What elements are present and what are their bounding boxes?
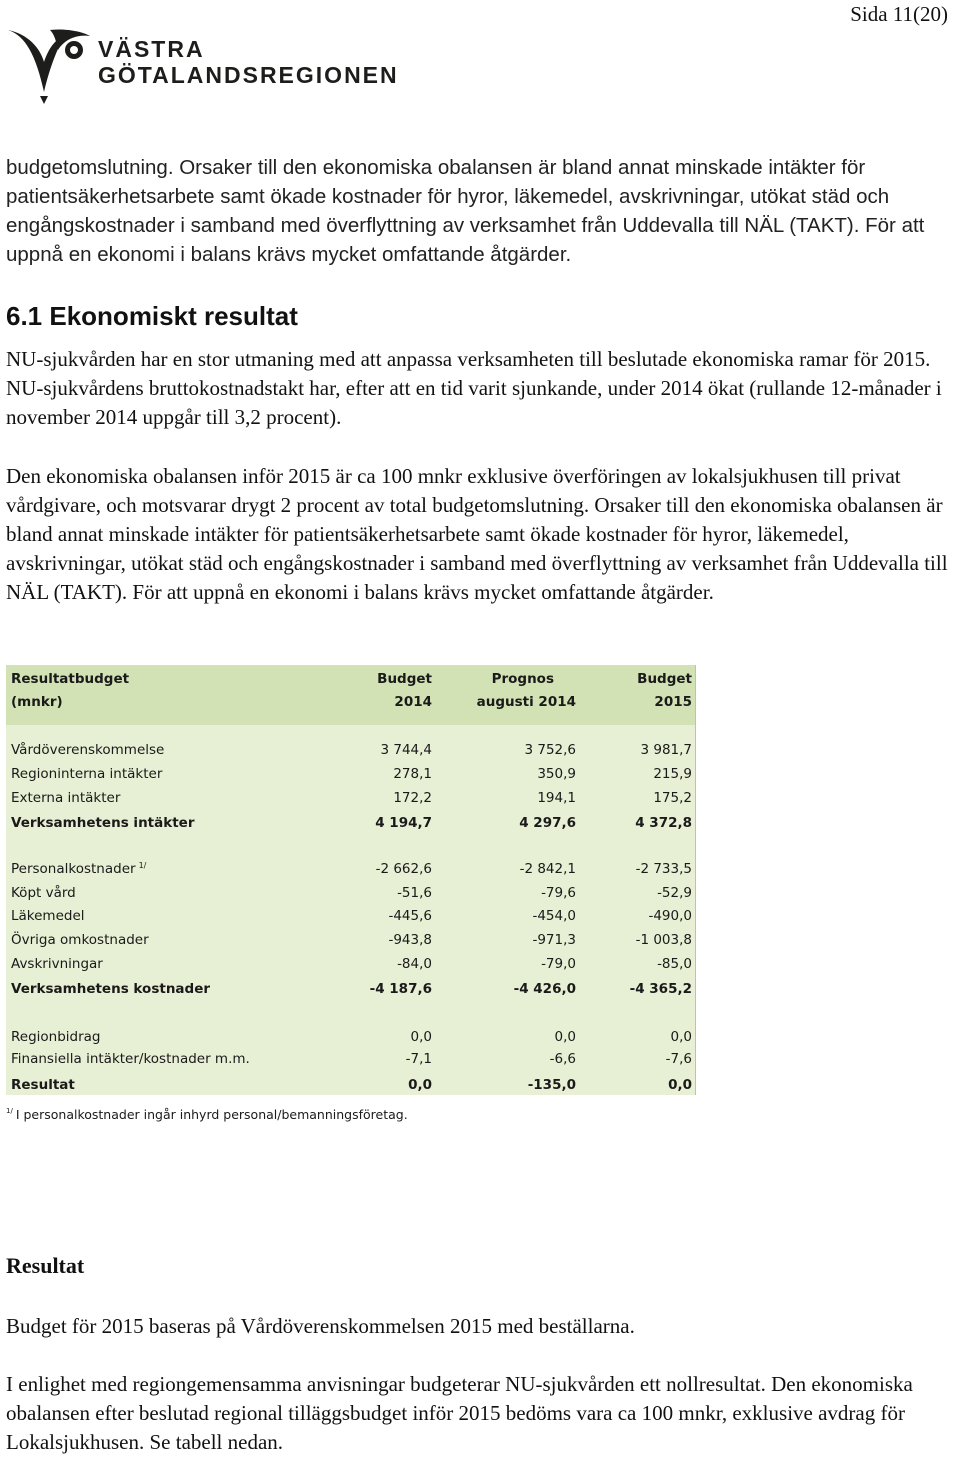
table-cell: -7,6 bbox=[665, 1051, 692, 1067]
table-cell: 215,9 bbox=[653, 766, 692, 782]
table-cell: -85,0 bbox=[657, 956, 692, 972]
page-number: Sida 11(20) bbox=[850, 2, 948, 26]
footnote-text: I personalkostnader ingår inhyrd personal/bemanningsföretag. bbox=[15, 1107, 408, 1122]
table-cell: 0,0 bbox=[668, 1077, 692, 1093]
table-cell: 0,0 bbox=[670, 1029, 692, 1045]
table-cell: 278,1 bbox=[393, 766, 432, 782]
result-budget-table bbox=[6, 665, 696, 1095]
table-cell: -79,0 bbox=[541, 956, 576, 972]
col-header-budget-2014: Budget bbox=[377, 671, 432, 687]
paragraph-zero-result: I enlighet med regiongemensamma anvisningar budgeterar NU-sjukvården ett nollresultat. Den ekonomiska obalansen efter beslutad regional tilläggsbudget inför 2015 bedöms vara ca 100 mnkr, exklusive avdrag för Lokalsjukhusen. Se tabell nedan. bbox=[6, 1372, 913, 1454]
table-row-label: Resultat bbox=[11, 1077, 75, 1093]
table-cell: 0,0 bbox=[408, 1077, 432, 1093]
table-footnote bbox=[6, 1107, 408, 1122]
table-row-label: Köpt vård bbox=[11, 885, 76, 901]
table-cell: 4 297,6 bbox=[519, 815, 576, 831]
table-cell: -2 733,5 bbox=[635, 861, 692, 877]
paragraph-budget-basis: Budget för 2015 baseras på Vårdöverenskommelsen 2015 med beställarna. bbox=[6, 1314, 635, 1338]
table-row-label bbox=[11, 861, 146, 877]
col-header-budget-2015: Budget bbox=[637, 671, 692, 687]
table-cell: -6,6 bbox=[549, 1051, 576, 1067]
table-cell: 4 194,7 bbox=[375, 815, 432, 831]
table-cell: 350,9 bbox=[537, 766, 576, 782]
table-row-label: Externa intäkter bbox=[11, 790, 121, 806]
col-header-prognos: Prognos bbox=[491, 671, 554, 687]
table-row-label: Läkemedel bbox=[11, 908, 85, 924]
row-label-text: Personalkostnader bbox=[11, 861, 136, 877]
table-cell: -1 003,8 bbox=[635, 932, 692, 948]
table-cell: -4 187,6 bbox=[369, 981, 432, 997]
table-cell: 3 981,7 bbox=[640, 742, 692, 758]
table-border bbox=[695, 665, 696, 1095]
table-unit: (mnkr) bbox=[11, 694, 63, 710]
table-row-label: Avskrivningar bbox=[11, 956, 103, 972]
table-row-label: Regioninterna intäkter bbox=[11, 766, 163, 782]
logo-line-2: GÖTALANDSREGIONEN bbox=[98, 62, 399, 88]
table-cell: 3 752,6 bbox=[524, 742, 576, 758]
vastra-gotalandsregionen-logo bbox=[6, 26, 399, 106]
table-cell: -7,1 bbox=[405, 1051, 432, 1067]
subheading-resultat: Resultat bbox=[6, 1253, 85, 1278]
paragraph-imbalance: Den ekonomiska obalansen inför 2015 är ca 100 mnkr exklusive överföringen av lokalsjukhusen till privat vårdgivare, och motsvarar drygt 2 procent av total budgetomslutning. Orsaker till den ekonomiska obalansen är bland annat minskade intäkter för patientsäkerhetsarbete samt ökade kostnader för hyror, läkemedel, avskrivningar, utökat städ och engångskostnader i samband med överflyttning av verksamhet från Uddevalla till NÄL (TAKT). För att uppnå en ekonomi i balans krävs mycket omfattande åtgärder. bbox=[6, 464, 948, 604]
logo-emblem-icon bbox=[6, 26, 92, 106]
table-row-label: Verksamhetens intäkter bbox=[11, 815, 195, 831]
table-cell: -4 365,2 bbox=[629, 981, 692, 997]
table-cell: -971,3 bbox=[532, 932, 576, 948]
col-header-budget-2015-year: 2015 bbox=[654, 694, 692, 710]
section-heading: 6.1 Ekonomiskt resultat bbox=[6, 301, 298, 331]
table-row-label: Regionbidrag bbox=[11, 1029, 101, 1045]
col-header-budget-2014-year: 2014 bbox=[394, 694, 432, 710]
table-cell: -445,6 bbox=[388, 908, 432, 924]
table-cell: 172,2 bbox=[393, 790, 432, 806]
table-title: Resultatbudget bbox=[11, 671, 130, 687]
table-cell: -52,9 bbox=[657, 885, 692, 901]
table-cell: 194,1 bbox=[537, 790, 576, 806]
table-cell: -454,0 bbox=[532, 908, 576, 924]
table-cell: 0,0 bbox=[554, 1029, 576, 1045]
paragraph-intro: budgetomslutning. Orsaker till den ekonomiska obalansen är bland annat minskade intäkter för patientsäkerhetsarbete samt ökade kostnader för hyror, läkemedel, avskrivningar, utökat städ och engångskostnader i samband med överflyttning av verksamhet från Uddevalla till NÄL (TAKT). För att uppnå en ekonomi i balans krävs mycket omfattande åtgärder. bbox=[6, 156, 925, 266]
table-row-label: Övriga omkostnader bbox=[11, 932, 149, 948]
table-row-label: Vårdöverenskommelse bbox=[11, 742, 165, 758]
table-row-label: Verksamhetens kostnader bbox=[11, 981, 211, 997]
table-cell: 175,2 bbox=[653, 790, 692, 806]
col-header-prognos-date: augusti 2014 bbox=[476, 694, 576, 710]
table-cell: 4 372,8 bbox=[635, 815, 692, 831]
table-row-label: Finansiella intäkter/kostnader m.m. bbox=[11, 1051, 250, 1067]
table-cell: -84,0 bbox=[397, 956, 432, 972]
table-cell: -135,0 bbox=[527, 1077, 576, 1093]
table-cell: -79,6 bbox=[541, 885, 576, 901]
logo-line-1: VÄSTRA bbox=[98, 36, 205, 62]
table-cell: -2 842,1 bbox=[519, 861, 576, 877]
table-cell: -490,0 bbox=[648, 908, 692, 924]
table-cell: -51,6 bbox=[397, 885, 432, 901]
table-cell: -4 426,0 bbox=[513, 981, 576, 997]
footnote-mark: 1/ bbox=[6, 1107, 13, 1115]
paragraph-challenge: NU-sjukvården har en stor utmaning med att anpassa verksamheten till beslutade ekonomiska ramar för 2015. NU-sjukvårdens bruttokostnadstakt har, efter att en tid varit sjunkande, under 2014 ökat (rullande 12-månader i november 2014 uppgår till 3,2 procent). bbox=[6, 347, 942, 429]
footnote-ref: 1/ bbox=[138, 861, 147, 870]
table-cell: 3 744,4 bbox=[380, 742, 432, 758]
table-cell: 0,0 bbox=[410, 1029, 432, 1045]
table-cell: -943,8 bbox=[388, 932, 432, 948]
table-cell: -2 662,6 bbox=[375, 861, 432, 877]
